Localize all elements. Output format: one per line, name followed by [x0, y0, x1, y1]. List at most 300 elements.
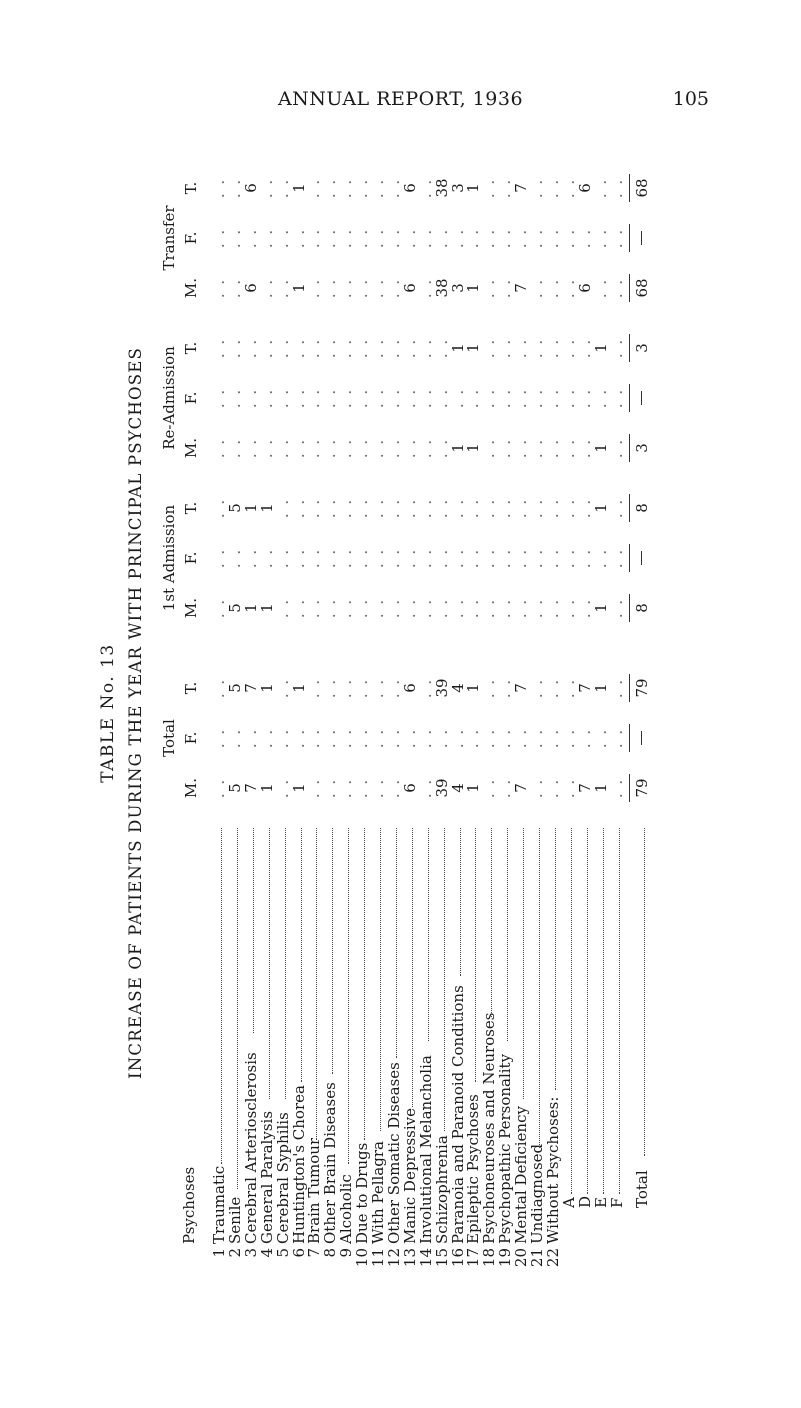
table-cell: . . — [607, 227, 626, 249]
table-cell: . . — [448, 227, 467, 249]
table-cell: . . — [337, 777, 356, 799]
table-cell: . . — [559, 387, 578, 409]
table-cell: . . — [289, 727, 308, 749]
table-cell: . . — [337, 227, 356, 249]
leader-dots — [475, 828, 476, 1082]
table-cell: 6 — [241, 183, 260, 193]
table-cell: 1 — [289, 183, 308, 193]
row-number: 22 — [543, 1248, 562, 1268]
table-cell: 1 — [464, 343, 483, 353]
empty-dash — [641, 231, 642, 245]
table-cell: . . — [257, 177, 276, 199]
total-rule — [629, 674, 630, 702]
table-cell: . . — [400, 337, 419, 359]
table-cell: . . — [480, 437, 499, 459]
table-cell: . . — [273, 547, 292, 569]
total-cell: 8 — [633, 503, 652, 513]
table-cell: . . — [559, 727, 578, 749]
table-cell: . . — [384, 497, 403, 519]
leader-dots — [316, 828, 317, 1140]
table-cell: 7 — [575, 683, 594, 693]
table-cell: . . — [432, 227, 451, 249]
total-cell: 68 — [633, 278, 652, 298]
page-header — [0, 88, 801, 128]
column-header: T. — [182, 501, 200, 515]
table-cell: . . — [480, 547, 499, 569]
leader-dots — [491, 828, 492, 1017]
table-cell: . . — [384, 387, 403, 409]
table-cell: . . — [512, 497, 531, 519]
total-rule — [629, 224, 630, 252]
table-row — [559, 158, 578, 1268]
table-row — [210, 158, 228, 1268]
table-cell: 1 — [448, 443, 467, 453]
column-header: T. — [182, 181, 200, 195]
table-cell: . . — [464, 387, 483, 409]
table-row — [607, 158, 626, 1268]
column-header: F. — [182, 731, 200, 745]
table-cell: . . — [337, 547, 356, 569]
table-cell: . . — [400, 497, 419, 519]
table-cell: . . — [384, 547, 403, 569]
leader-dots — [237, 828, 238, 1189]
table-cell: . . — [273, 777, 292, 799]
table-cell: 1 — [289, 283, 308, 293]
row-label: Due to Drugs — [353, 1142, 372, 1244]
table-cell: . . — [273, 437, 292, 459]
leader-dots — [603, 828, 604, 1194]
total-cell: 68 — [633, 178, 652, 198]
table-cell: . . — [496, 547, 515, 569]
table-cell: . . — [559, 597, 578, 619]
table-cell: 38 — [432, 278, 451, 298]
table-cell: . . — [321, 227, 340, 249]
row-label: Psychoneuroses and Neuroses — [480, 1012, 499, 1244]
table-cell: . . — [353, 597, 372, 619]
table-cell: . . — [512, 437, 531, 459]
table-cell: . . — [210, 387, 228, 409]
table-cell: . . — [384, 227, 403, 249]
column-header: M. — [182, 277, 200, 299]
total-cell: 3 — [633, 343, 652, 353]
table-cell: . . — [369, 727, 387, 749]
total-cell: 3 — [633, 443, 652, 453]
table-cell: . . — [496, 177, 515, 199]
table-cell: 1 — [289, 783, 308, 793]
table-cell: . . — [210, 177, 228, 199]
table-cell: . . — [337, 597, 356, 619]
leader-dots — [428, 828, 429, 1041]
table-cell: . . — [241, 227, 260, 249]
table-cell: . . — [543, 437, 562, 459]
table-cell: . . — [353, 437, 372, 459]
row-number: 16 — [448, 1248, 467, 1268]
total-label: Total — [633, 1170, 652, 1208]
table-cell: . . — [528, 777, 546, 799]
row-number: 20 — [512, 1248, 531, 1268]
table-cell: . . — [337, 437, 356, 459]
row-number: 9 — [337, 1248, 356, 1258]
table-cell: . . — [273, 597, 292, 619]
row-number: 14 — [416, 1248, 435, 1268]
leader-dots — [644, 828, 645, 1156]
table-cell: . . — [273, 727, 292, 749]
table-cell: 5 — [225, 783, 244, 793]
column-header: F. — [182, 551, 200, 565]
table-cell: . . — [321, 497, 340, 519]
table-cell: . . — [528, 337, 546, 359]
table-cell: . . — [432, 727, 451, 749]
table-cell: . . — [289, 597, 308, 619]
table-row — [464, 158, 483, 1268]
table-row — [289, 158, 308, 1268]
row-number: 8 — [321, 1248, 340, 1258]
table-cell: . . — [464, 497, 483, 519]
table-cell: 7 — [512, 283, 531, 293]
table-cell: . . — [305, 437, 324, 459]
table-cell: . . — [591, 277, 610, 299]
table-cell: . . — [369, 497, 387, 519]
table-cell: . . — [559, 437, 578, 459]
row-number: 4 — [257, 1248, 276, 1258]
table-cell: . . — [496, 497, 515, 519]
table-cell: . . — [448, 497, 467, 519]
table-cell: . . — [575, 597, 594, 619]
row-number: 21 — [528, 1248, 546, 1268]
table-cell: . . — [321, 597, 340, 619]
table-cell: . . — [225, 437, 244, 459]
table-cell: 1 — [464, 283, 483, 293]
leader-dots — [460, 828, 461, 976]
column-header: T. — [182, 681, 200, 695]
total-cell: 79 — [633, 678, 652, 698]
group-header-transfer: Transfer — [160, 205, 178, 271]
table-cell: . . — [528, 547, 546, 569]
table-row — [353, 158, 372, 1268]
table-cell: 5 — [225, 503, 244, 513]
table-cell: . . — [559, 227, 578, 249]
table-cell: . . — [607, 437, 626, 459]
table-cell: 5 — [225, 683, 244, 693]
column-header: F. — [182, 391, 200, 405]
table-cell: 6 — [400, 283, 419, 293]
empty-dash — [641, 551, 642, 565]
table-cell: . . — [543, 337, 562, 359]
total-rule — [629, 434, 630, 462]
row-label: Schizophrenia — [432, 1135, 451, 1244]
table-cell: . . — [416, 497, 435, 519]
table-cell: . . — [512, 727, 531, 749]
table-cell: . . — [257, 437, 276, 459]
table-cell: . . — [289, 387, 308, 409]
table-cell: . . — [305, 277, 324, 299]
table-cell: . . — [559, 337, 578, 359]
table-row — [273, 158, 292, 1268]
table-cell: . . — [210, 277, 228, 299]
leader-dots — [523, 828, 524, 1099]
column-header: M. — [182, 597, 200, 619]
table-cell: . . — [321, 337, 340, 359]
table-cell: 1 — [591, 443, 610, 453]
table-cell: . . — [464, 727, 483, 749]
table-cell: . . — [432, 387, 451, 409]
table-row — [369, 158, 387, 1268]
table-cell: 1 — [464, 443, 483, 453]
row-label: D — [575, 1195, 594, 1208]
leader-dots — [301, 828, 302, 1082]
table-cell: . . — [464, 597, 483, 619]
leader-dots — [444, 828, 445, 1131]
table-cell: . . — [591, 727, 610, 749]
table-cell: 3 — [448, 183, 467, 193]
table-cell: . . — [400, 437, 419, 459]
row-label: Paranoia and Paranoid Conditions — [448, 985, 467, 1244]
table-cell: . . — [496, 777, 515, 799]
row-number: 11 — [369, 1248, 387, 1268]
table-cell: . . — [607, 597, 626, 619]
table-cell: . . — [210, 677, 228, 699]
table-cell: . . — [337, 387, 356, 409]
total-rule — [629, 774, 630, 802]
row-label: Cerebral Syphilis — [273, 1112, 292, 1244]
table-cell: . . — [543, 547, 562, 569]
table-cell: . . — [210, 547, 228, 569]
table-cell: . . — [305, 547, 324, 569]
table-cell: 1 — [448, 343, 467, 353]
table-cell: . . — [384, 177, 403, 199]
table-cell: . . — [416, 547, 435, 569]
row-number: 10 — [353, 1248, 372, 1268]
table-cell: . . — [543, 727, 562, 749]
table-cell: . . — [416, 437, 435, 459]
table-cell: . . — [257, 227, 276, 249]
group-header-re-admission: Re-Admission — [160, 346, 178, 450]
table-cell: 7 — [512, 183, 531, 193]
table-cell: 6 — [400, 683, 419, 693]
row-label: A — [559, 1197, 578, 1208]
table-cell: . . — [543, 677, 562, 699]
table-cell: 1 — [257, 683, 276, 693]
table-cell: . . — [337, 337, 356, 359]
table-cell: . . — [416, 677, 435, 699]
table-cell: . . — [528, 727, 546, 749]
table-cell: . . — [305, 387, 324, 409]
table-cell: . . — [369, 597, 387, 619]
group-header-total: Total — [160, 719, 178, 757]
table-cell: . . — [321, 777, 340, 799]
table-cell: . . — [512, 387, 531, 409]
table-cell: 1 — [257, 503, 276, 513]
table-row — [384, 158, 403, 1268]
table-cell: . . — [480, 227, 499, 249]
table-cell: . . — [321, 677, 340, 699]
rotated-table — [98, 158, 718, 1268]
table-cell: . . — [432, 337, 451, 359]
column-header: M. — [182, 777, 200, 799]
table-row — [305, 158, 324, 1268]
table-cell: . . — [543, 277, 562, 299]
table-cell: 7 — [575, 783, 594, 793]
table-cell: . . — [337, 727, 356, 749]
row-number: 17 — [464, 1248, 483, 1268]
row-number: 13 — [400, 1248, 419, 1268]
table-cell: . . — [225, 227, 244, 249]
table-row — [528, 158, 546, 1268]
table-cell: . . — [528, 437, 546, 459]
table-cell: . . — [289, 337, 308, 359]
table-cell: . . — [257, 547, 276, 569]
table-cell: 1 — [464, 783, 483, 793]
table-cell: . . — [273, 227, 292, 249]
table-cell: . . — [480, 677, 499, 699]
running-title: ANNUAL REPORT, 1936 — [277, 88, 524, 110]
table-row — [400, 158, 419, 1268]
row-label: Cerebral Arteriosclerosis — [241, 1052, 260, 1244]
table-row — [337, 158, 356, 1268]
leader-dots — [555, 828, 556, 1090]
table-cell: . . — [273, 337, 292, 359]
table-cell: . . — [241, 727, 260, 749]
column-header: T. — [182, 341, 200, 355]
table-cell: 6 — [241, 283, 260, 293]
table-cell: . . — [225, 277, 244, 299]
group-header-1st-admission: 1st Admission — [160, 504, 178, 612]
table-cell: 1 — [289, 683, 308, 693]
row-label: Undiagnosed — [528, 1143, 546, 1244]
table-cell: . . — [432, 437, 451, 459]
table-cell: . . — [543, 387, 562, 409]
table-cell: . . — [512, 337, 531, 359]
total-rule — [629, 334, 630, 362]
table-cell: . . — [543, 497, 562, 519]
table-cell: 39 — [432, 778, 451, 798]
column-header: M. — [182, 437, 200, 459]
row-number: 12 — [384, 1248, 403, 1268]
table-row — [321, 158, 340, 1268]
table-cell: . . — [289, 497, 308, 519]
table-cell: . . — [273, 677, 292, 699]
stub-header: Psychoses — [180, 1166, 198, 1244]
total-row — [633, 158, 652, 1268]
total-cell: 79 — [633, 778, 652, 798]
table-cell: . . — [321, 547, 340, 569]
table-cell: 6 — [575, 283, 594, 293]
total-cell: 8 — [633, 603, 652, 613]
leader-dots — [364, 828, 365, 1140]
table-cell: 1 — [591, 343, 610, 353]
table-cell: . . — [305, 177, 324, 199]
table-cell: . . — [241, 547, 260, 569]
table-cell: . . — [496, 277, 515, 299]
row-label: Manic Depressive — [400, 1107, 419, 1244]
row-label: Mental Deficiency — [512, 1106, 531, 1244]
table-row — [432, 158, 451, 1268]
table-cell: . . — [464, 227, 483, 249]
table-cell: . . — [321, 177, 340, 199]
table-cell: . . — [575, 547, 594, 569]
table-cell: . . — [305, 497, 324, 519]
table-cell: 7 — [241, 783, 260, 793]
table-cell: . . — [480, 497, 499, 519]
table-cell: . . — [607, 277, 626, 299]
table-cell: . . — [400, 727, 419, 749]
table-cell: . . — [210, 597, 228, 619]
table-cell: . . — [543, 227, 562, 249]
table-cell: . . — [337, 497, 356, 519]
row-number: 1 — [210, 1248, 228, 1258]
table-cell: 6 — [575, 183, 594, 193]
table-cell: . . — [369, 677, 387, 699]
table-cell: . . — [575, 727, 594, 749]
row-number: 5 — [273, 1248, 292, 1258]
table-cell: . . — [305, 727, 324, 749]
table-cell: . . — [480, 337, 499, 359]
leader-dots — [380, 828, 381, 1131]
row-label: F — [607, 1197, 626, 1208]
row-number: 18 — [480, 1248, 499, 1268]
table-cell: . . — [416, 597, 435, 619]
row-label: Other Somatic Diseases — [384, 1062, 403, 1244]
table-cell: . . — [480, 387, 499, 409]
table-cell: . . — [559, 497, 578, 519]
table-cell: . . — [273, 177, 292, 199]
table-cell: 1 — [241, 603, 260, 613]
table-cell: 5 — [225, 603, 244, 613]
table-cell: . . — [305, 227, 324, 249]
table-cell: . . — [528, 387, 546, 409]
table-cell: . . — [337, 277, 356, 299]
table-cell: . . — [416, 337, 435, 359]
table-cell: . . — [369, 437, 387, 459]
leader-dots — [332, 828, 333, 1074]
table-cell: . . — [559, 277, 578, 299]
table-cell: . . — [305, 597, 324, 619]
table-cell: . . — [353, 777, 372, 799]
table-cell: . . — [416, 727, 435, 749]
table-cell: 6 — [400, 183, 419, 193]
table-cell: . . — [337, 677, 356, 699]
row-number: 2 — [225, 1248, 244, 1258]
table-cell: 4 — [448, 783, 467, 793]
table-cell: . . — [384, 277, 403, 299]
table-cell: . . — [337, 177, 356, 199]
table-cell: . . — [241, 387, 260, 409]
table-cell: 38 — [432, 178, 451, 198]
table-cell: . . — [321, 437, 340, 459]
table-cell: . . — [257, 727, 276, 749]
table-cell: 1 — [464, 183, 483, 193]
table-cell: 1 — [591, 603, 610, 613]
table-cell: . . — [575, 387, 594, 409]
table-cell: . . — [289, 547, 308, 569]
table-cell: . . — [512, 547, 531, 569]
table-row — [225, 158, 244, 1268]
table-cell: 1 — [591, 503, 610, 513]
table-cell: . . — [353, 497, 372, 519]
table-cell: . . — [607, 497, 626, 519]
leader-dots — [619, 828, 620, 1194]
table-cell: . . — [480, 777, 499, 799]
table-cell: . . — [321, 277, 340, 299]
table-cell: . . — [416, 177, 435, 199]
table-cell: . . — [496, 437, 515, 459]
table-cell: . . — [528, 677, 546, 699]
table-cell: . . — [416, 387, 435, 409]
leader-dots — [587, 828, 588, 1194]
table-cell: 7 — [512, 783, 531, 793]
table-cell: . . — [400, 547, 419, 569]
table-cell: . . — [384, 437, 403, 459]
